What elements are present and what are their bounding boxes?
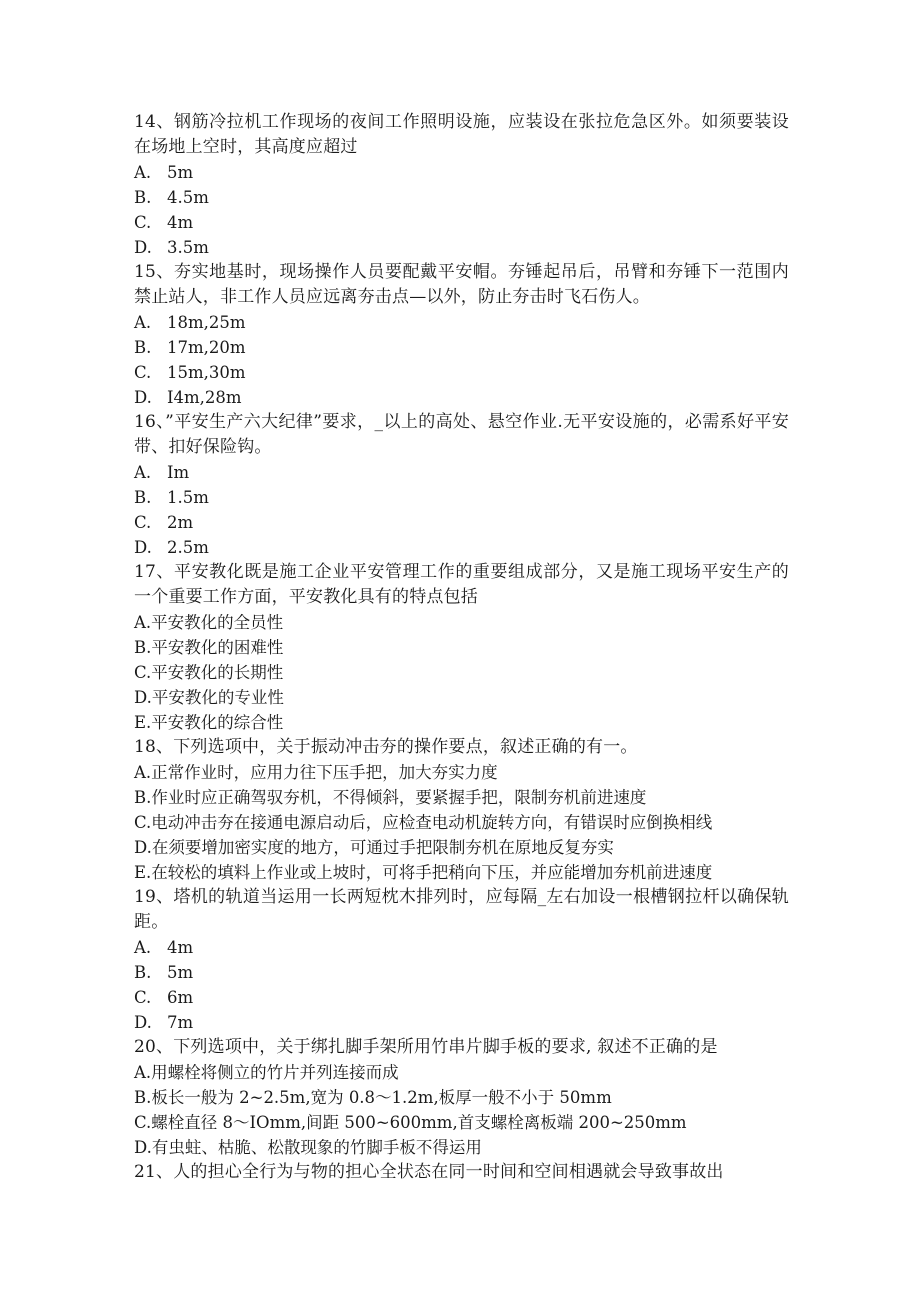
option-d: D. 3.5m — [134, 238, 209, 257]
option-b: B. 4.5m — [134, 188, 209, 207]
option-a: A.用螺栓将侧立的竹片并列连接而成 — [134, 1063, 399, 1082]
option-d: D. I4m,28m — [134, 388, 242, 407]
option-a: A.平安教化的全员性 — [134, 613, 284, 632]
option-c: C.螺栓直径 8〜IOmm,间距 500~600mm,首支螺栓离板端 200~250mm — [134, 1113, 687, 1132]
question-stem: 21、人的担心全行为与物的担心全状态在同一时间和空间相遇就会导致事故出 — [134, 1162, 724, 1182]
question-19 — [134, 885, 789, 1035]
option-d: D. 7m — [134, 1013, 194, 1032]
question-16 — [134, 410, 789, 560]
question-stem: 20、下列选项中，关于绑扎脚手架所用竹串片脚手板的要求, 叙述不正确的是 — [134, 1037, 718, 1057]
question-21 — [134, 1160, 789, 1185]
option-b: B.平安教化的困难性 — [134, 638, 284, 657]
option-b: B.作业时应正确驾驭夯机，不得倾斜，要紧握手把，限制夯机前进速度 — [134, 788, 647, 807]
option-c: C.平安教化的长期性 — [134, 663, 284, 682]
option-b: B.板长一般为 2~2.5m,宽为 0.8〜1.2m,板厚一般不小于 50mm — [134, 1088, 612, 1107]
option-a: A.正常作业时，应用力往下压手把，加大夯实力度 — [134, 763, 498, 782]
option-d: D.在须要增加密实度的地方，可通过手把限制夯机在原地反复夯实 — [134, 838, 614, 857]
question-20 — [134, 1035, 789, 1160]
question-stem: 16、”平安生产六大纪律”要求，_以上的高处、悬空作业.无平安设施的，必需系好平安带、扣好保险钩。 — [134, 412, 789, 457]
question-stem: 18、下列选项中，关于振动冲击夯的操作要点，叙述正确的有一。 — [134, 737, 638, 757]
question-stem: 15、夯实地基时，现场操作人员要配戴平安帽。夯锤起吊后，吊臂和夯锤下一范围内禁止站人，非工作人员应远离夯击点—以外，防止夯击时飞石伤人。 — [134, 262, 789, 307]
option-c: C. 6m — [134, 988, 194, 1007]
option-e: E.平安教化的综合性 — [134, 713, 284, 732]
option-a: A. 4m — [134, 938, 194, 957]
question-stem: 17、平安教化既是施工企业平安管理工作的重要组成部分，又是施工现场平安生产的一个重要工作方面，平安教化具有的特点包括 — [134, 562, 789, 607]
option-b: B. 17m,20m — [134, 338, 246, 357]
option-c: C. 15m,30m — [134, 363, 246, 382]
option-b: B. 1.5m — [134, 488, 209, 507]
option-a: A. 5m — [134, 163, 194, 182]
option-a: A. 18m,25m — [134, 313, 246, 332]
question-stem: 19、塔机的轨道当运用一长两短枕木排列时，应每隔_左右加设一根槽钢拉杆以确保轨距。 — [134, 887, 789, 932]
option-a: A. Im — [134, 463, 190, 482]
option-e: E.在较松的填料上作业或上坡时，可将手把稍向下压，并应能增加夯机前进速度 — [134, 863, 713, 882]
option-c: C. 2m — [134, 513, 194, 532]
option-d: D.有虫蛀、枯脆、松散现象的竹脚手板不得运用 — [134, 1138, 482, 1157]
question-14 — [134, 110, 789, 260]
question-stem: 14、钢筋冷拉机工作现场的夜间工作照明设施，应装设在张拉危急区外。如须要装设在场地上空时，其高度应超过 — [134, 112, 789, 157]
option-b: B. 5m — [134, 963, 194, 982]
option-c: C.电动冲击夯在接通电源启动后，应检查电动机旋转方向，有错误时应倒换相线 — [134, 813, 713, 832]
option-c: C. 4m — [134, 213, 194, 232]
question-list — [134, 110, 789, 1185]
option-d: D.平安教化的专业性 — [134, 688, 284, 707]
question-18 — [134, 735, 789, 885]
question-15 — [134, 260, 789, 410]
option-d: D. 2.5m — [134, 538, 209, 557]
question-17 — [134, 560, 789, 735]
